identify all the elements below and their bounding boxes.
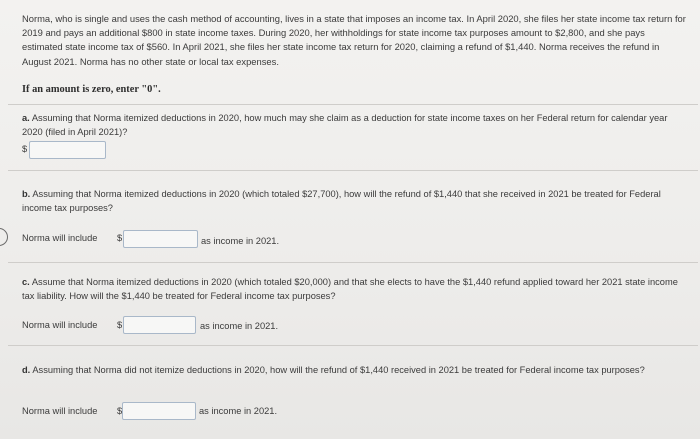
question-a [22, 112, 686, 140]
question-letter: d. [22, 365, 31, 375]
answer-suffix: as income in 2021. [199, 406, 278, 416]
question-letter: c. [22, 277, 30, 287]
problem-intro: Norma, who is single and uses the cash method of accounting, lives in a state that imposes an income tax. In April 2020, she files her state income tax return for 2019 and pays an additional $800 in state income taxes. During 2020, her withholdings for state income tax purposes amount to $2,800, and she pays estimated state income tax of $560. In April 2021, she files her state income tax return for 2020, claiming a refund of $1,440. Norma receives the refund in August 2021. Norma has no other state or local tax expenses. [22, 13, 686, 67]
zero-amount-note: If an amount is zero, enter "0". [22, 84, 161, 95]
answer-a-input[interactable] [29, 141, 106, 159]
answer-suffix: as income in 2021. [200, 321, 279, 331]
question-letter: b. [22, 189, 31, 199]
question-c [22, 276, 686, 304]
answer-c-input[interactable] [123, 316, 196, 334]
question-text: Assuming that Norma itemized deductions in 2020, how much may she claim as a deduction for state income taxes on her Federal return for calendar year 2020 (filed in April 2021)? [22, 113, 668, 137]
divider [8, 104, 698, 105]
question-text: Assuming that Norma itemized deductions in 2020 (which totaled $27,700), how will the refund of $1,440 that she received in 2021 be treated for Federal income tax purposes? [22, 189, 661, 213]
currency-symbol: $ [22, 144, 28, 154]
divider [8, 170, 698, 171]
answer-prefix: Norma will include [22, 233, 98, 243]
question-letter: a. [22, 113, 30, 123]
question-text: Assume that Norma itemized deductions in 2020 (which totaled $20,000) and that she elects to have the $1,440 refund applied toward her 2021 state income tax liability. How will the $1,440 be treated for Federal income tax purposes? [22, 277, 678, 301]
currency-symbol: $ [117, 233, 123, 243]
currency-symbol: $ [117, 320, 123, 330]
question-selected-marker [0, 228, 8, 246]
question-d [22, 364, 686, 378]
currency-symbol: $ [117, 406, 123, 416]
question-b [22, 188, 686, 216]
answer-d-input[interactable] [122, 402, 196, 420]
answer-prefix: Norma will include [22, 320, 98, 330]
question-text: Assuming that Norma did not itemize deductions in 2020, how will the refund of $1,440 received in 2021 be treated for Federal income tax purposes? [32, 365, 645, 375]
divider [8, 262, 698, 263]
divider [8, 345, 698, 346]
answer-prefix: Norma will include [22, 406, 98, 416]
answer-suffix: as income in 2021. [201, 236, 280, 246]
answer-b-input[interactable] [123, 230, 198, 248]
